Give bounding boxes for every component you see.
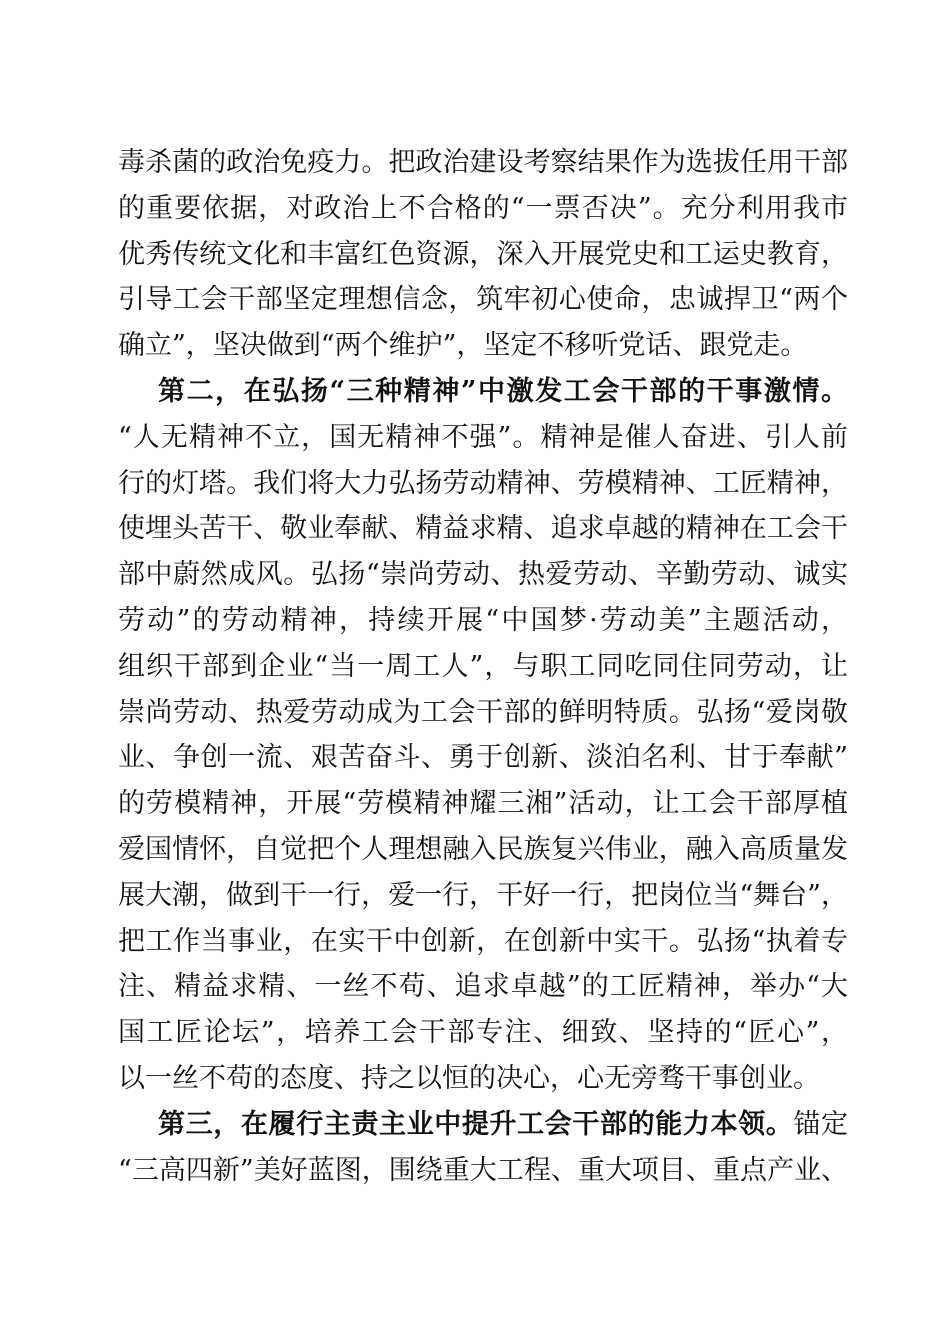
- heading-tail-text: 锚定: [793, 1108, 848, 1140]
- text-line: 毒杀菌的政治免疫力。把政治建设考察结果作为选拔任用干部: [118, 147, 848, 178]
- text-line: 使埋头苦干、敬业奉献、精益求精、追求卓越的精神在工会干: [118, 513, 848, 545]
- text-line: 的重要依据，对政治上不合格的“一票否决”。充分利用我市: [118, 192, 848, 224]
- section-heading-3-line: [118, 1102, 848, 1148]
- text-line: 业、争创一流、艰苦奋斗、勇于创新、淡泊名利、甘于奉献”: [118, 742, 848, 774]
- text-line: 国工匠论坛”，培养工会干部专注、细致、坚持的“匠心”，: [118, 1017, 848, 1049]
- text-line: 优秀传统文化和丰富红色资源，深入开展党史和工运史教育，: [118, 238, 848, 270]
- text-line: “三高四新”美好蓝图，围绕重大工程、重大项目、重点产业、: [118, 1154, 848, 1186]
- text-line: “人无精神不立，国无精神不强”。精神是催人奋进、引人前: [118, 421, 848, 453]
- text-line: 以一丝不苟的态度、持之以恒的决心，心无旁骛干事创业。: [118, 1062, 820, 1094]
- text-line: 注、精益求精、一丝不苟、追求卓越”的工匠精神，举办“大: [118, 971, 848, 1003]
- text-line: 崇尚劳动、热爱劳动成为工会干部的鲜明特质。弘扬“爱岗敬: [118, 696, 848, 728]
- text-line: 把工作当事业，在实干中创新，在创新中实干。弘扬“执着专: [118, 925, 848, 957]
- text-line: 组织干部到企业“当一周工人”，与职工同吃同住同劳动，让: [118, 650, 848, 682]
- text-line: 爱国情怀，自觉把个人理想融入民族复兴伟业，融入高质量发: [118, 833, 848, 865]
- text-line: 劳动”的劳动精神，持续开展“中国梦·劳动美”主题活动，: [118, 604, 848, 636]
- text-line: 引导工会干部坚定理想信念，筑牢初心使命，忠诚捍卫“两个: [118, 284, 848, 316]
- text-line: 部中蔚然成风。弘扬“崇尚劳动、热爱劳动、辛勤劳动、诚实: [118, 559, 848, 591]
- document-body: [118, 140, 848, 1193]
- text-line: 行的灯塔。我们将大力弘扬劳动精神、劳模精神、工匠精神，: [118, 467, 848, 499]
- section-heading-3: 第三，在履行主责主业中提升工会干部的能力本领。: [158, 1108, 794, 1140]
- section-heading-2: 第二，在弘扬“三种精神”中激发工会干部的干事激情。: [158, 375, 848, 407]
- text-line: 展大潮，做到干一行，爱一行，干好一行，把岗位当“舞台”，: [118, 879, 848, 911]
- text-line: 确立”，坚决做到“两个维护”，坚定不移听党话、跟党走。: [118, 330, 808, 362]
- text-line: 的劳模精神，开展“劳模精神耀三湘”活动，让工会干部厚植: [118, 788, 848, 820]
